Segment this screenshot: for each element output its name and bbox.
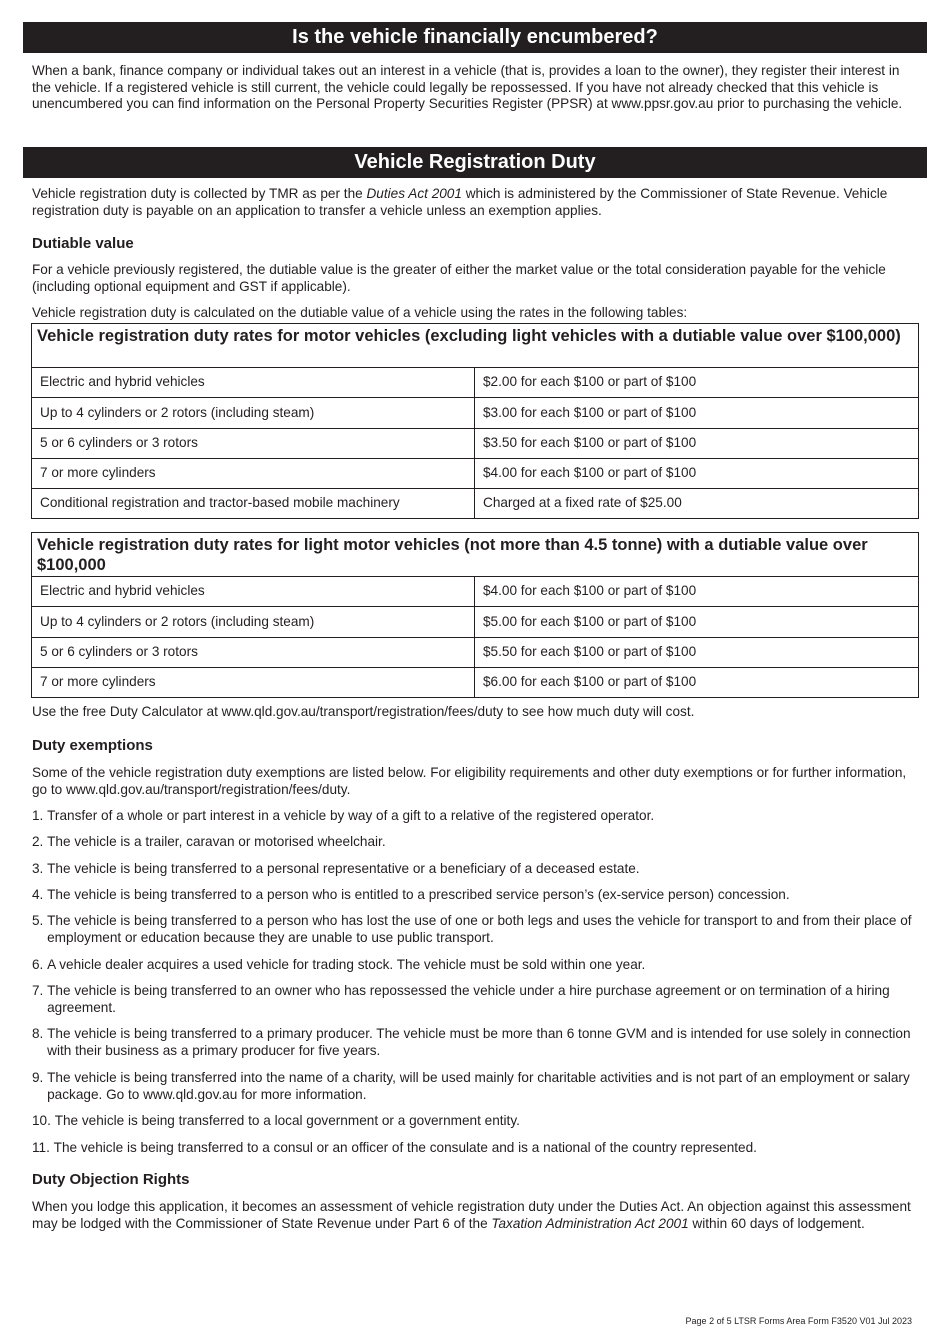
table-row [32,368,918,397]
list-item [32,957,920,974]
table-cell-vehicle-type: Conditional registration and tractor-based mobile machinery [32,489,475,518]
table-cell-vehicle-type: Electric and hybrid vehicles [32,368,475,397]
table-cell-rate: $5.50 for each $100 or part of $100 [483,644,697,660]
list-item [32,1113,920,1130]
rates-table-2-body [32,577,918,697]
list-item-text: Transfer of a whole or part interest in a vehicle by way of a gift to a relative of the registered operator. [47,808,655,823]
table-cell-vehicle-type: 5 or 6 cylinders or 3 rotors [32,638,475,667]
dutiable-value-body: For a vehicle previously registered, the dutiable value is the greater of either the market value or the total consideration payable for the vehicle (including optional equipment and GST if applicable). [32,262,886,294]
duty-exemptions-intro: Some of the vehicle registration duty exemptions are listed below. For eligibility requirements and other duty exemptions or for further information, go to www.qld.gov.au/transport/registration/fees/duty. [32,765,907,797]
list-item [32,983,920,1016]
list-item-text: The vehicle is being transferred into the name of a charity, will be used mainly for charitable activities and is not part of an employment or salary package. Go to www.qld.gov.au for more information. [47,1070,910,1102]
page-footer: Page 2 of 5 LTSR Forms Area Form F3520 V01 Jul 2023 [685,1316,912,1326]
table-row [32,458,918,488]
duty-exemptions-heading: Duty exemptions [32,737,153,754]
duty-objection-heading: Duty Objection Rights [32,1171,190,1188]
encumbered-heading: Is the vehicle financially encumbered? [23,22,927,53]
duty-intro-act: Duties Act 2001 [366,186,462,201]
list-item-number: 2. [32,834,44,849]
list-item-number: 6. [32,957,44,972]
list-item [32,887,920,904]
table-cell-rate: $6.00 for each $100 or part of $100 [483,674,697,690]
rates-table-1-body [32,368,918,518]
list-item-number: 1. [32,808,44,823]
table-row [32,428,918,458]
table-cell-vehicle-type: 5 or 6 cylinders or 3 rotors [32,429,475,458]
table-cell-rate: Charged at a fixed rate of $25.00 [483,495,682,511]
list-item-text: The vehicle is a trailer, caravan or motorised wheelchair. [47,834,386,849]
rates-table-motor-vehicles [31,323,919,519]
table-cell-rate: $2.00 for each $100 or part of $100 [483,374,697,390]
table-cell-rate: $5.00 for each $100 or part of $100 [483,613,697,629]
objection-text-pre: When you lodge this application, it becomes an assessment of vehicle registration duty under the Duties Act. An objection against this assessment may be lodged with the Commissioner of State Revenue under Part 6 of the [32,1199,911,1231]
table-row [32,577,918,606]
duty-intro [32,186,920,219]
table-cell-rate: $4.00 for each $100 or part of $100 [483,583,697,599]
list-item-number: 9. [32,1070,44,1085]
list-item [32,834,920,851]
table-cell-rate: $4.00 for each $100 or part of $100 [483,465,697,481]
list-item-text: The vehicle is being transferred to a personal representative or a beneficiary of a deceased estate. [47,861,640,876]
table-row [32,488,918,518]
list-item-text: The vehicle is being transferred to a person who has lost the use of one or both legs and uses the vehicle for transport to and from their place of employment or education because they are unable to use public transport. [47,913,912,945]
list-item-number: 10. [32,1113,51,1128]
tables-intro: Vehicle registration duty is calculated on the dutiable value of a vehicle using the rates in the following tables: [32,305,688,320]
list-item-text: The vehicle is being transferred to a person who is entitled to a prescribed service person’s (ex-service person) concession. [47,887,790,902]
table-row [32,397,918,428]
list-item-number: 7. [32,983,44,998]
table-row [32,667,918,697]
list-item-text: The vehicle is being transferred to a primary producer. The vehicle must be more than 6 tonne GVM and is intended for use solely in connection with their business as a primary producer for five years. [47,1026,911,1058]
objection-act: Taxation Administration Act 2001 [491,1215,689,1231]
list-item [32,861,920,878]
list-item [32,1070,920,1103]
rates-table-1-title: Vehicle registration duty rates for motor vehicles (excluding light vehicles with a dutiable value over $100,000) [32,324,918,368]
list-item [32,913,920,946]
list-item [32,808,920,825]
table-cell-vehicle-type: 7 or more cylinders [32,459,475,488]
table-cell-vehicle-type: 7 or more cylinders [32,668,475,697]
duty-intro-post: which is administered by the Commissioner of State Revenue. Vehicle registration duty is payable on an application to transfer a vehicle unless an exemption applies. [32,186,888,218]
table-row [32,637,918,667]
list-item-number: 11. [32,1140,50,1155]
rates-table-light-vehicles [31,532,919,698]
encumbered-body: When a bank, finance company or individual takes out an interest in a vehicle (that is, provides a loan to the owner), they register their interest in the vehicle. If a registered vehicle is still current, the vehicle could legally be repossessed. If you have not already checked that this vehicle is unencumbered you can find information on the Personal Property Securities Register (PPSR) at www.ppsr.gov.au prior to purchasing the vehicle. [32,63,903,111]
list-item-number: 3. [32,861,44,876]
dutiable-value-heading: Dutiable value [32,235,134,252]
table-cell-vehicle-type: Up to 4 cylinders or 2 rotors (including steam) [32,607,475,637]
duty-objection-body [32,1199,920,1232]
table-cell-rate: $3.00 for each $100 or part of $100 [483,404,697,420]
table-cell-vehicle-type: Electric and hybrid vehicles [32,577,475,606]
objection-text-post: within 60 days of lodgement. [688,1215,865,1231]
list-item-number: 8. [32,1026,44,1041]
duty-intro-pre: Vehicle registration duty is collected by TMR as per the [32,186,367,201]
list-item [32,1140,920,1157]
duty-heading: Vehicle Registration Duty [23,147,927,178]
table-cell-rate: $3.50 for each $100 or part of $100 [483,435,697,451]
list-item-text: The vehicle is being transferred to a local government or a government entity. [54,1113,520,1128]
duty-calculator-note: Use the free Duty Calculator at www.qld.gov.au/transport/registration/fees/duty to see how much duty will cost. [32,704,695,719]
list-item-number: 5. [32,913,44,928]
list-item-text: The vehicle is being transferred to a consul or an officer of the consulate and is a national of the country represented. [53,1140,757,1155]
table-row [32,606,918,637]
list-item-text: A vehicle dealer acquires a used vehicle for trading stock. The vehicle must be sold within one year. [47,957,646,972]
list-item-number: 4. [32,887,44,902]
rates-table-2-title: Vehicle registration duty rates for light motor vehicles (not more than 4.5 tonne) with a dutiable value over $100,000 [32,533,918,577]
list-item-text: The vehicle is being transferred to an owner who has repossessed the vehicle under a hire purchase agreement or on termination of a hiring agreement. [47,983,890,1015]
table-cell-vehicle-type: Up to 4 cylinders or 2 rotors (including steam) [32,398,475,428]
list-item [32,1026,920,1059]
